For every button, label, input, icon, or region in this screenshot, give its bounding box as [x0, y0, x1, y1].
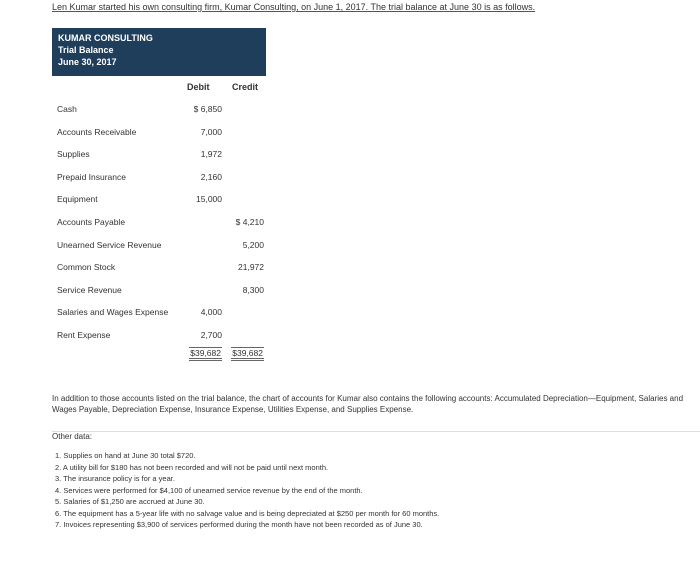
debit-amount: 15,000: [196, 194, 222, 205]
trial-balance-table: [52, 76, 266, 366]
list-item: 6. The equipment has a 5-year life with no salvage value and is being depreciated at $250 per month for 60 months.: [55, 508, 440, 518]
credit-total: $39,682: [204, 348, 264, 358]
other-data-label: Other data:: [52, 432, 93, 441]
list-item: 4. Services were performed for $4,100 of unearned service revenue by the end of the month.: [55, 485, 363, 495]
account-name: Cash: [57, 104, 77, 114]
intro-text: Len Kumar started his own consulting firm, Kumar Consulting, on June 1, 2017. The trial balance at June 30 is as follows.: [52, 2, 536, 12]
account-name: Salaries and Wages Expense: [57, 307, 169, 318]
debit-amount: 4,000: [200, 307, 222, 318]
trial-balance-header: [52, 28, 266, 76]
debit-amount: 2,700: [200, 330, 222, 340]
account-name: Prepaid Insurance: [57, 171, 126, 182]
list-item: 5. Salaries of $1,250 are accrued at June 30.: [55, 497, 205, 506]
list-item: 3. The insurance policy is for a year.: [55, 474, 175, 483]
account-name: Rent Expense: [57, 330, 111, 340]
list-item: 7. Invoices representing $3,900 of services performed during the month have not been recorded as of June 30.: [55, 520, 423, 529]
account-name: Unearned Service Revenue: [57, 239, 162, 250]
credit-amount: 5,200: [242, 239, 264, 250]
account-name: Common Stock: [57, 262, 116, 273]
other-data-list: [55, 450, 439, 531]
account-name: Service Revenue: [57, 284, 122, 295]
credit-amount: $ 4,210: [235, 217, 264, 227]
company-name: KUMAR CONSULTING: [58, 33, 153, 43]
debit-column-header: Debit: [187, 82, 210, 92]
list-item: 1. Supplies on hand at June 30 total $720.: [55, 451, 196, 460]
debit-total: $39,682: [162, 348, 222, 358]
statement-date: June 30, 2017: [58, 57, 117, 67]
account-name: Accounts Payable: [57, 217, 126, 227]
debit-amount: $ 6,850: [193, 104, 222, 114]
other-data-section: [52, 431, 700, 564]
statement-title: Trial Balance: [58, 45, 114, 55]
additional-accounts-paragraph: In addition to those accounts listed on the trial balance, the chart of accounts for Kumar also contains the following accounts: Accumulated Depreciation—Equipment, Salaries and Wages Payable, Depreciation Expense, Insurance Expense, Utilities Expense, and Supplies Expense.: [52, 394, 684, 414]
debit-amount: 2,160: [200, 171, 222, 182]
debit-amount: 7,000: [200, 126, 222, 137]
credit-column-header: Credit: [232, 82, 259, 92]
account-name: Supplies: [57, 149, 90, 160]
debit-amount: 1,972: [200, 149, 222, 160]
account-name: Accounts Receivable: [57, 126, 137, 137]
credit-amount: 21,972: [238, 262, 264, 273]
credit-amount: 8,300: [242, 284, 264, 295]
list-item: 2. A utility bill for $180 has not been recorded and will not be paid until next month.: [55, 462, 329, 472]
account-name: Equipment: [57, 194, 98, 205]
